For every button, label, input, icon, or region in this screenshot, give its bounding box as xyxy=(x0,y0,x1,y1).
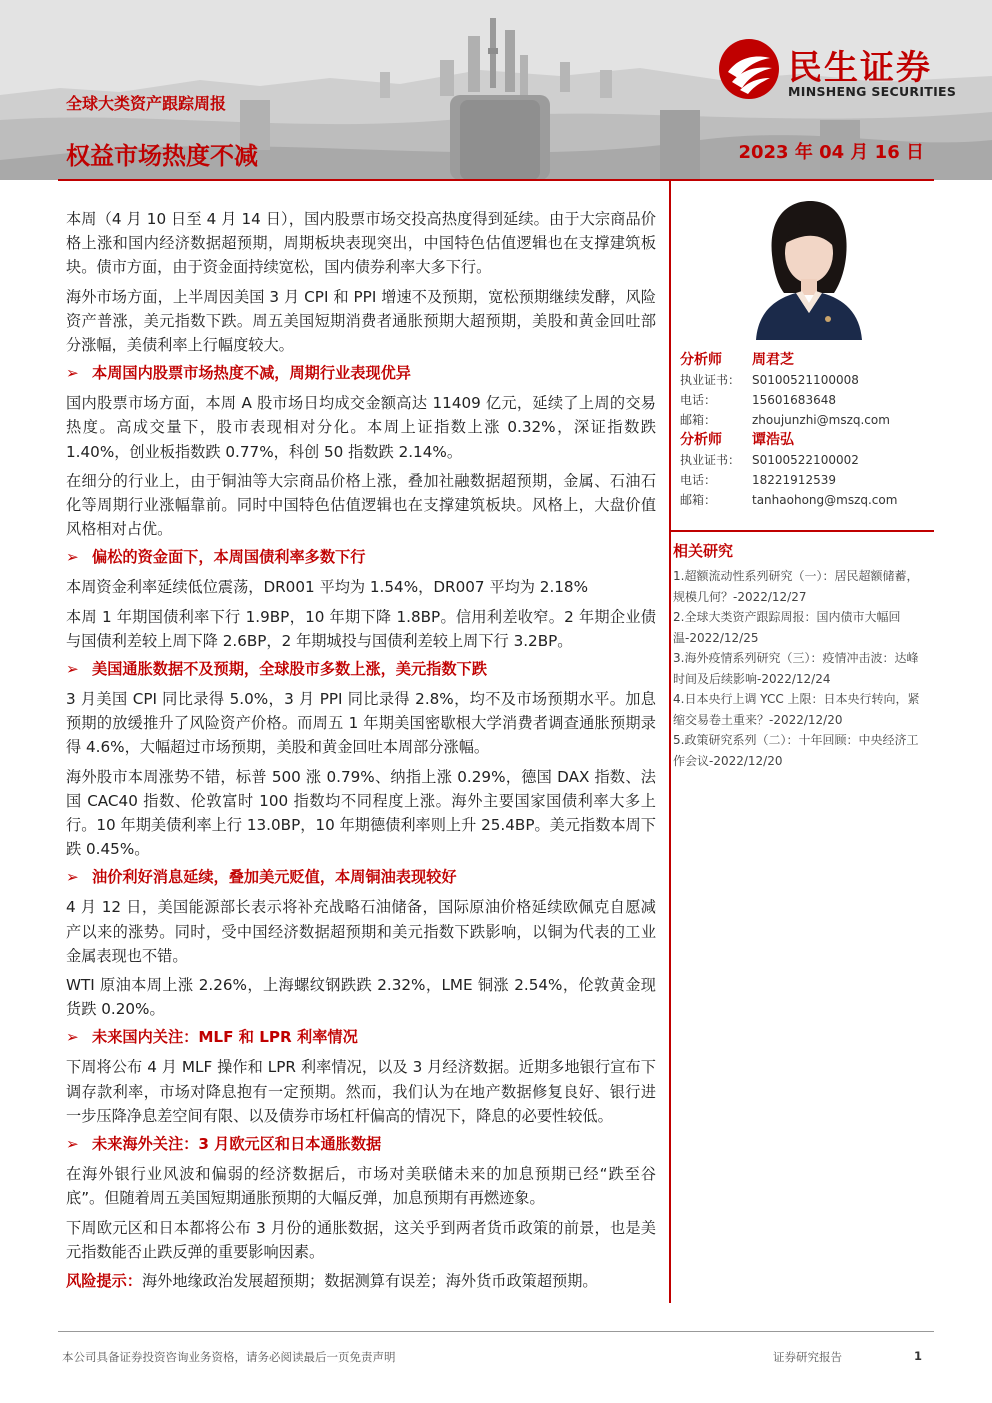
email-row xyxy=(680,410,930,430)
minsheng-logo-icon xyxy=(718,38,780,100)
related-research-list xyxy=(673,566,923,771)
footer-doc-type: 证券研究报告 xyxy=(773,1350,842,1364)
arrow-bullet-icon: ➢ xyxy=(66,868,79,887)
cert-label: 执业证书： xyxy=(680,453,741,467)
section-title: 美国通胀数据不及预期，全球股市多数上涨，美元指数下跌 xyxy=(92,660,487,679)
risk-warning xyxy=(66,1269,656,1293)
analyst-role: 分析师 xyxy=(680,432,722,448)
cert-number: S0100521100008 xyxy=(752,373,859,387)
email-link[interactable]: tanhaohong@mszq.com xyxy=(752,493,898,507)
cert-label: 执业证书： xyxy=(680,373,741,387)
cert-number: S0100522100002 xyxy=(752,453,859,467)
analyst-info xyxy=(680,350,930,510)
analyst-name-row xyxy=(680,350,930,370)
phone-row xyxy=(680,390,930,410)
column-divider xyxy=(669,181,671,1303)
related-research-item[interactable]: 4.日本央行上调 YCC 上限：日本央行转向，紧缩交易卷土重来？-2022/12/20 xyxy=(673,692,920,727)
section-heading xyxy=(66,362,656,384)
body-paragraph: 下周欧元区和日本都将公布 3 月份的通胀数据，这关乎到两者货币政策的前景，也是美元指数能否止跌反弹的重要影响因素。 xyxy=(66,1218,656,1261)
risk-text: 海外地缘政治发展超预期；数据测算有误差；海外货币政策超预期。 xyxy=(141,1271,598,1290)
analyst-photo xyxy=(750,195,868,340)
arrow-bullet-icon: ➢ xyxy=(66,548,79,567)
analyst-name: 谭浩弘 xyxy=(752,432,794,448)
body-paragraph: 本周资金利率延续低位震荡，DR001 平均为 1.54%，DR007 平均为 2.18% xyxy=(66,578,589,597)
body-paragraph: 下周将公布 4 月 MLF 操作和 LPR 利率情况，以及 3 月经济数据。近期多地银行宣布下调存款利率，市场对降息抱有一定预期。然而，我们认为在地产数据修复良好、银行进一步压降净息差空间有限、以及债券市场杠杆偏高的情况下，降息的必要性较低。 xyxy=(66,1058,656,1125)
header-divider xyxy=(58,179,934,181)
footer-divider xyxy=(58,1331,934,1332)
section-title: 未来国内关注：MLF 和 LPR 利率情况 xyxy=(92,1028,358,1047)
related-research-title: 相关研究 xyxy=(673,542,734,560)
logo-english-name: MINSHENG SECURITIES xyxy=(788,84,957,99)
email-row xyxy=(680,490,930,510)
logo-chinese-name: 民生证券 xyxy=(788,48,932,88)
phone-number: 18221912539 xyxy=(752,473,836,487)
main-content xyxy=(66,207,656,1298)
email-label: 邮箱： xyxy=(680,413,717,427)
phone-number: 15601683648 xyxy=(752,393,836,407)
cert-row xyxy=(680,370,930,390)
body-paragraph: 3 月美国 CPI 同比录得 5.0%，3 月 PPI 同比录得 2.8%，均不及市场预期水平。加息预期的放缓推升了风险资产价格。而周五 1 年期美国密歇根大学消费者调查通胀预期录得 4.6%，大幅超过市场预期，美股和黄金回吐本周部分涨幅。 xyxy=(66,690,656,757)
section-title: 未来海外关注：3 月欧元区和日本通胀数据 xyxy=(92,1135,382,1154)
arrow-bullet-icon: ➢ xyxy=(66,1135,79,1154)
body-paragraph: 国内股票市场方面，本周 A 股市场日均成交金额高达 11409 亿元，延续了上周的交易热度。高成交量下，股市表现相对分化。本周上证指数上涨 0.32%，深证指数跌 1.40%，创业板指数跌 0.77%，科创 50 指数跌 2.14%。 xyxy=(66,394,656,461)
section-title: 偏松的资金面下，本周国债利率多数下行 xyxy=(92,548,366,567)
company-logo xyxy=(718,36,968,106)
sidebar-divider xyxy=(670,530,934,532)
report-title: 权益市场热度不减 xyxy=(66,142,258,170)
body-paragraph: 4 月 12 日，美国能源部长表示将补充战略石油储备，国际原油价格延续欧佩克自愿减产以来的涨势。同时，受中国经济数据超预期和美元指数下跌影响，以铜为代表的工业金属表现也不错。 xyxy=(66,898,656,965)
related-research-item[interactable]: 5.政策研究系列（二）：十年回顾：中央经济工作会议-2022/12/20 xyxy=(673,733,919,768)
analyst-name-row xyxy=(680,430,930,450)
body-paragraph: 本周 1 年期国债利率下行 1.9BP，10 年期下降 1.8BP。信用利差收窄。2 年期企业债与国债利差较上周下降 2.6BP，2 年期城投与国债利差较上周下行 3.2BP。 xyxy=(66,607,656,650)
analyst-portrait-image xyxy=(750,195,868,340)
arrow-bullet-icon: ➢ xyxy=(66,1028,79,1047)
body-paragraph: 在细分的行业上，由于铜油等大宗商品价格上涨，叠加社融数据超预期，金属、石油石化等周期行业涨幅靠前。同时中国特色估值逻辑也在支撑建筑板块。风格上，大盘价值风格相对占优。 xyxy=(66,471,656,539)
footer-disclaimer: 本公司具备证券投资咨询业务资格，请务必阅读最后一页免责声明 xyxy=(62,1350,396,1364)
section-heading xyxy=(66,658,656,680)
intro-paragraph: 本周（4 月 10 日至 4 月 14 日），国内股票市场交投高热度得到延续。由于大宗商品价格上涨和国内经济数据超预期，周期板块表现突出，中国特色估值逻辑也在支撑建筑板块。债市方面，由于资金面持续宽松，国内债券利率大多下行。 xyxy=(66,210,656,277)
cert-row xyxy=(680,450,930,470)
risk-label: 风险提示： xyxy=(66,1271,142,1290)
phone-label: 电话： xyxy=(680,473,717,487)
arrow-bullet-icon: ➢ xyxy=(66,364,79,383)
body-paragraph: 在海外银行业风波和偏弱的经济数据后，市场对美联储未来的加息预期已经“跌至谷底”。但随着周五美国短期通胀预期的大幅反弹，加息预期有再燃迹象。 xyxy=(66,1165,656,1208)
section-heading xyxy=(66,866,656,888)
analyst-role: 分析师 xyxy=(680,352,722,368)
phone-row xyxy=(680,470,930,490)
related-research-item[interactable]: 3.海外疫情系列研究（三）：疫情冲击波：达峰时间及后续影响-2022/12/24 xyxy=(673,651,919,686)
report-header-banner xyxy=(0,0,992,180)
phone-label: 电话： xyxy=(680,393,717,407)
body-paragraph: 海外股市本周涨势不错，标普 500 涨 0.79%、纳指上涨 0.29%，德国 DAX 指数、法国 CAC40 指数、伦敦富时 100 指数均不同程度上涨。海外主要国家国债利率大多上行。10 年期美债利率上行 13.0BP，10 年期德债利率则上升 25.4BP。美元指数本周下跌 0.45%。 xyxy=(66,767,656,859)
related-research-item[interactable]: 2.全球大类资产跟踪周报：国内债市大幅回温-2022/12/25 xyxy=(673,610,901,645)
email-label: 邮箱： xyxy=(680,493,717,507)
page-number: 1 xyxy=(914,1349,923,1363)
section-heading xyxy=(66,1026,656,1048)
section-heading xyxy=(66,1133,656,1155)
report-date: 2023 年 04 月 16 日 xyxy=(738,142,924,163)
section-title: 油价利好消息延续，叠加美元贬值，本周铜油表现较好 xyxy=(92,868,457,887)
body-paragraph: WTI 原油本周上涨 2.26%，上海螺纹钢跌跌 2.32%，LME 铜涨 2.54%，伦敦黄金现货跌 0.20%。 xyxy=(66,976,656,1019)
email-link[interactable]: zhoujunzhi@mszq.com xyxy=(752,413,890,427)
analyst-name: 周君芝 xyxy=(752,352,794,368)
section-title: 本周国内股票市场热度不减，周期行业表现优异 xyxy=(92,364,411,383)
report-type: 全球大类资产跟踪周报 xyxy=(66,94,227,113)
related-research-item[interactable]: 1.超额流动性系列研究（一）：居民超额储蓄，规模几何？-2022/12/27 xyxy=(673,569,919,604)
intro-paragraph: 海外市场方面，上半周因美国 3 月 CPI 和 PPI 增速不及预期，宽松预期继续发酵，风险资产普涨，美元指数下跌。周五美国短期消费者通胀预期大超预期，美股和黄金回吐部分涨幅，美债利率上行幅度较大。 xyxy=(66,287,656,355)
arrow-bullet-icon: ➢ xyxy=(66,660,79,679)
section-heading xyxy=(66,546,656,568)
